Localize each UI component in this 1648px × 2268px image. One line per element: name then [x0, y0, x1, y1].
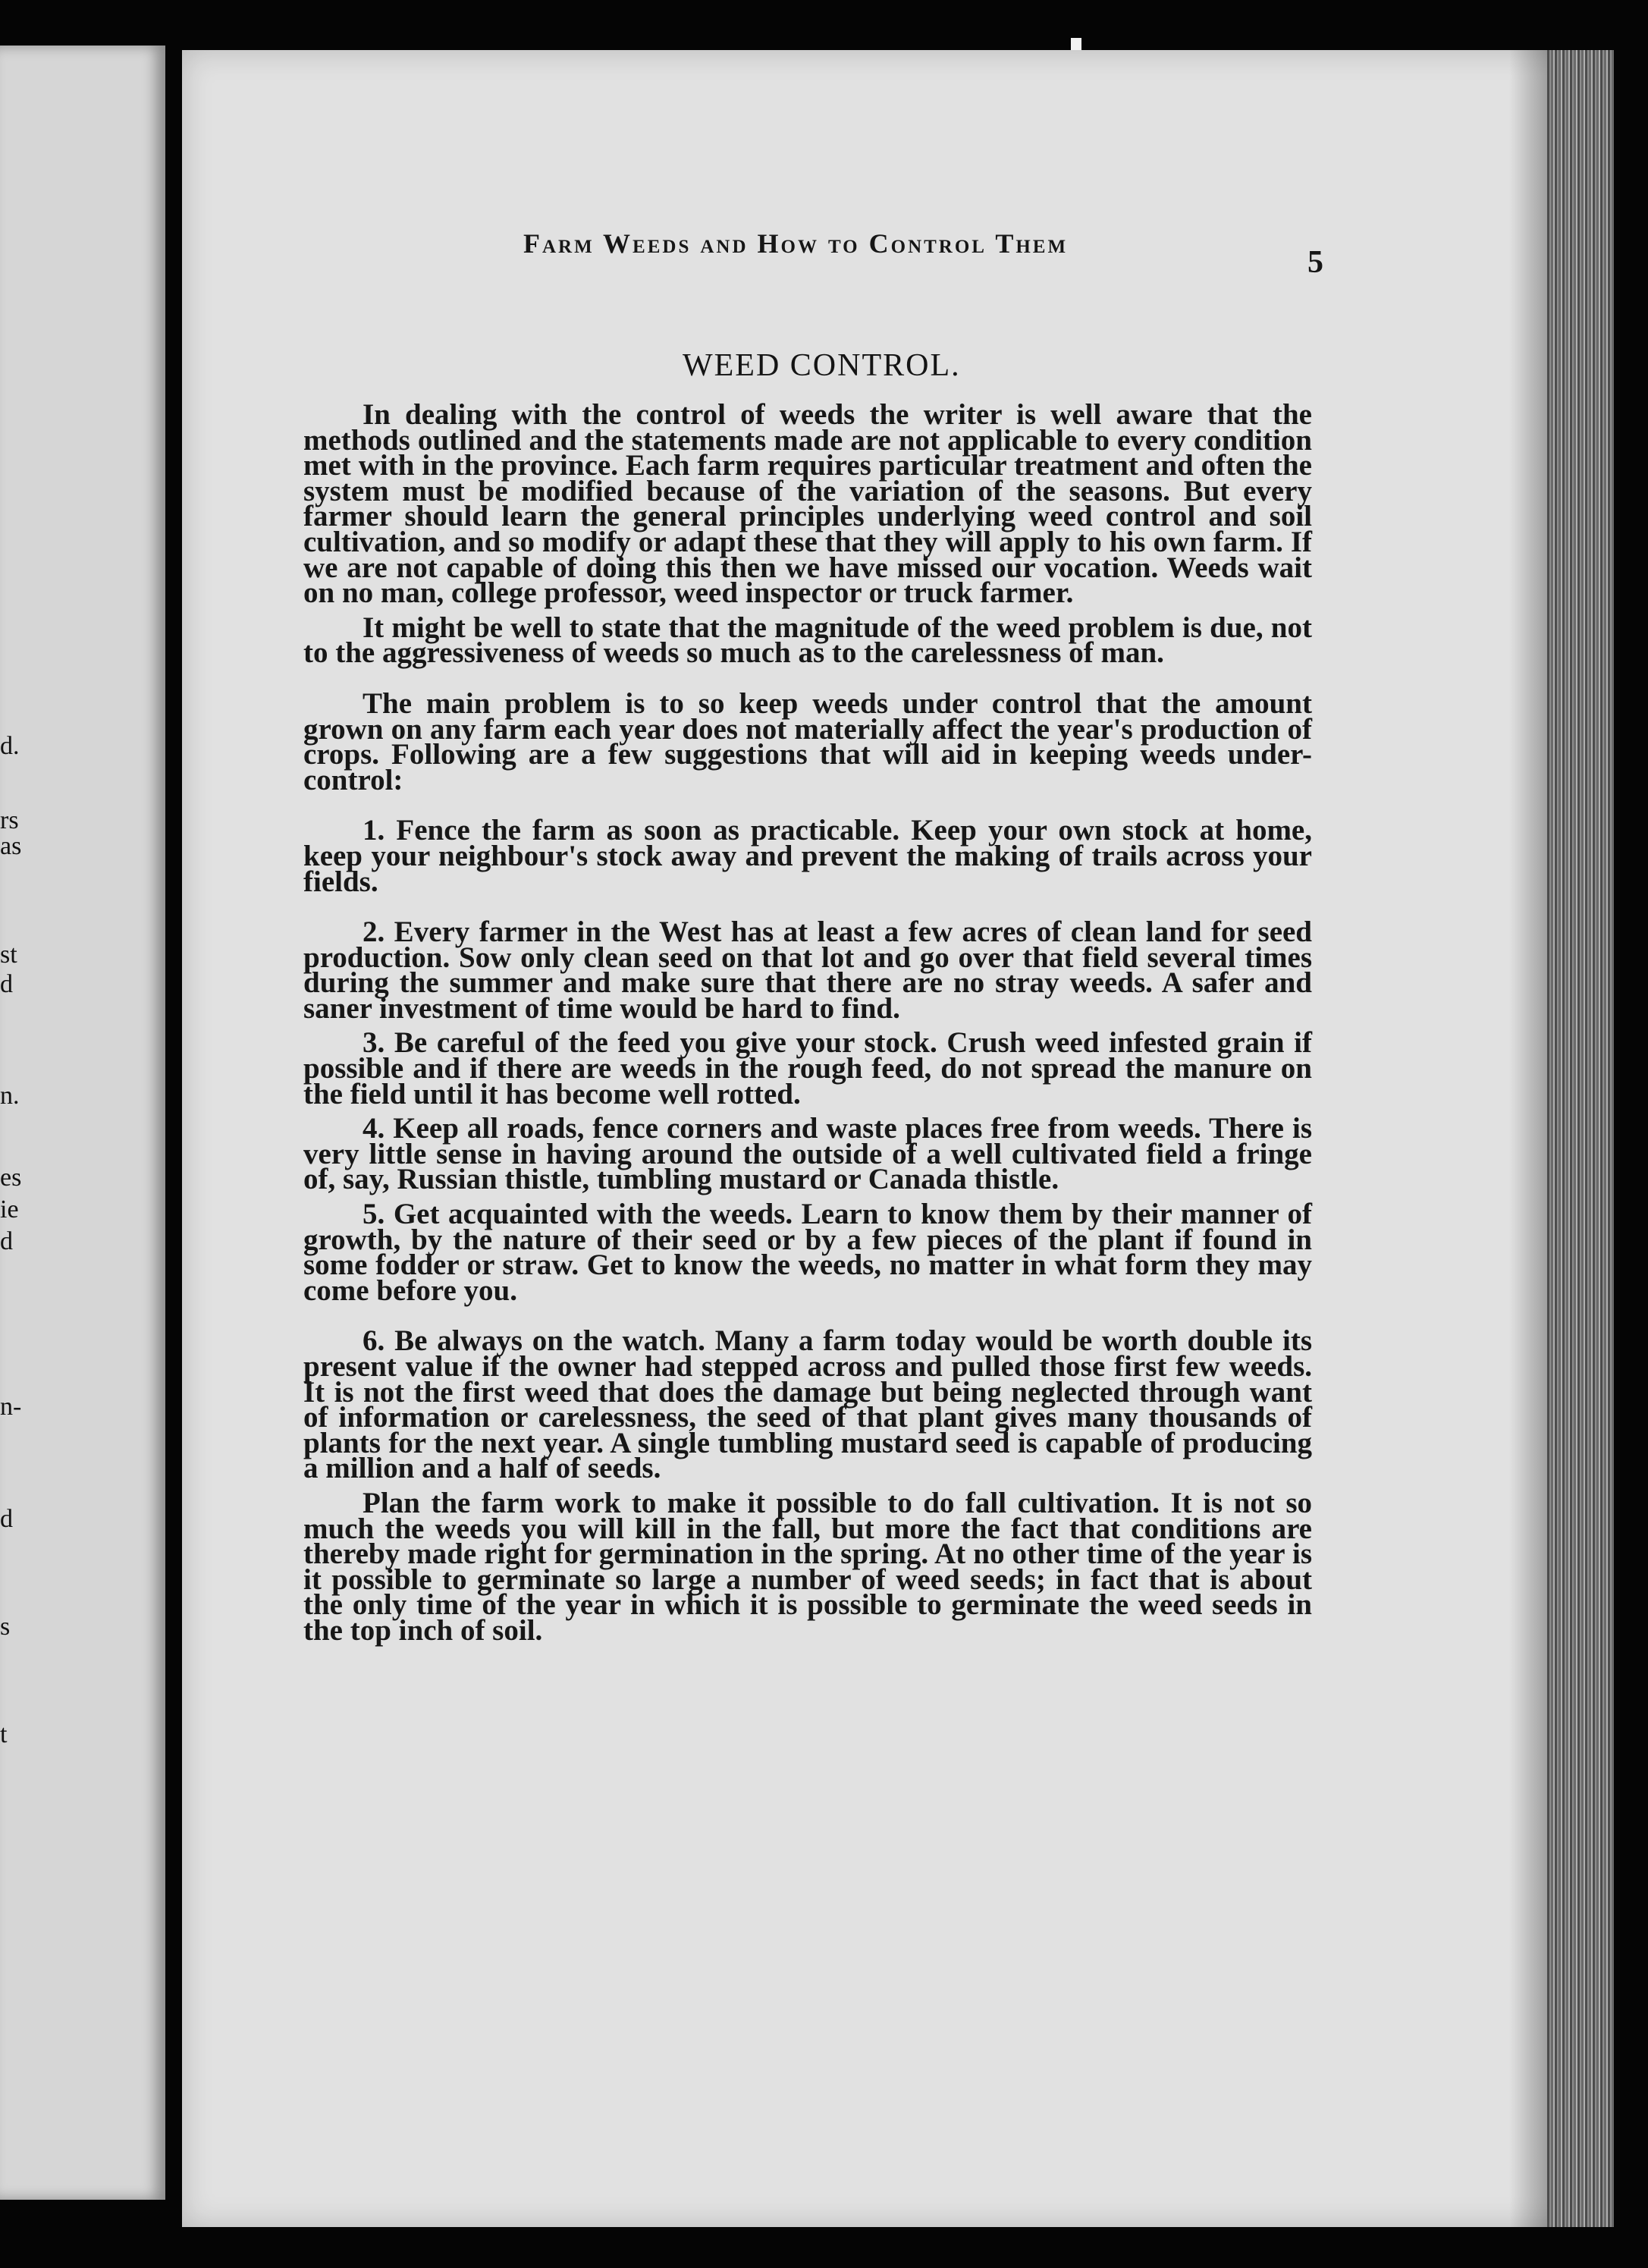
margin-fragment: t: [0, 1720, 8, 1748]
margin-fragment: rs: [0, 806, 19, 834]
margin-fragment: es: [0, 1164, 22, 1192]
margin-fragment: d: [0, 970, 13, 998]
book-spine-edges: [1547, 50, 1614, 2227]
running-head: Farm Weeds and How to Control Them: [523, 228, 1069, 259]
suggestion-2: 2. Every farmer in the West has at least a few acres of clean land for seed production. Sow only clean seed on that lot and go over that field several times during the summer and make sure that there are no stray weeds. A safer and saner investment of time would be hard to find.: [303, 916, 1312, 1025]
suggestion-5: 5. Get acquainted with the weeds. Learn to know them by their manner of growth, by the nature of their seed or by a few pieces of the plant if found in some fodder or straw. Get to know the weeds, no matter in what form they may come before you.: [303, 1198, 1312, 1307]
suggestion-1: 1. Fence the farm as soon as practicable. Keep your own stock at home, keep your neighbour's stock away and prevent the making of trails across your fields.: [303, 814, 1312, 898]
margin-fragment: n.: [0, 1082, 20, 1110]
paragraph-magnitude: It might be well to state that the magnitude of the weed problem is due, not to the aggressiveness of weeds so much as to the carelessness of man.: [303, 611, 1312, 670]
margin-fragment: d: [0, 1505, 13, 1533]
facing-page-edge: [0, 46, 165, 2200]
margin-fragment: st: [0, 941, 17, 969]
margin-fragment: d: [0, 1227, 13, 1255]
margin-fragment: s: [0, 1613, 11, 1641]
margin-fragment: n-: [0, 1393, 22, 1421]
paragraph-fall-cultivation: Plan the farm work to make it possible to do fall cultivation. It is not so much the weeds you will kill in the fall, but more the fact that conditions are thereby made right for germination in the spring. At no other time of the year is it possible to germinate so large a number of weed seeds; in fact that is about the only time of the year in which it is possible to germinate the weed seeds in the top inch of soil.: [303, 1486, 1312, 1647]
margin-fragment: d.: [0, 732, 20, 760]
body-text: [303, 398, 1312, 1669]
page-number: 5: [1307, 245, 1323, 280]
paragraph-intro: In dealing with the control of weeds the writer is well aware that the methods outlined and the statements made are not applicable to every condition met with in the province. Each farm requires particular treatment and often the system must be modified because of the variation of the seasons. But every farmer should learn the general principles underlying weed control and soil cultivation, and so modify or adapt these that they will apply to his own farm. If we are not capable of doing this then we have missed our vocation. Weeds wait on no man, college professor, weed inspector or truck farmer.: [303, 398, 1312, 610]
suggestion-4: 4. Keep all roads, fence corners and waste places free from weeds. There is very little sense in having around the outside of a well cultivated field a fringe of, say, Russian thistle, tumbling mustard or Canada thistle.: [303, 1112, 1312, 1196]
suggestion-6: 6. Be always on the watch. Many a farm today would be worth double its present value if the owner had stepped across and pulled those first few weeds. It is not the first weed that does the damage but being neglected through want of information or carelessness, the seed of that plant gives many thousands of plants for the next year. A single tumbling mustard seed is capable of producing a million and a half of seeds.: [303, 1324, 1312, 1485]
paragraph-main-problem: The main problem is to so keep weeds under control that the amount grown on any farm each year does not materially affect the year's production of crops. Following are a few suggestions that will aid in keeping weeds under-control:: [303, 686, 1312, 796]
suggestion-3: 3. Be careful of the feed you give your stock. Crush weed infested grain if possible and if there are weeds in the rough feed, do not spread the manure on the field until it has become well rotted.: [303, 1026, 1312, 1110]
section-title: WEED CONTROL.: [683, 348, 961, 383]
margin-fragment: ie: [0, 1195, 19, 1224]
margin-fragment: as: [0, 832, 22, 860]
